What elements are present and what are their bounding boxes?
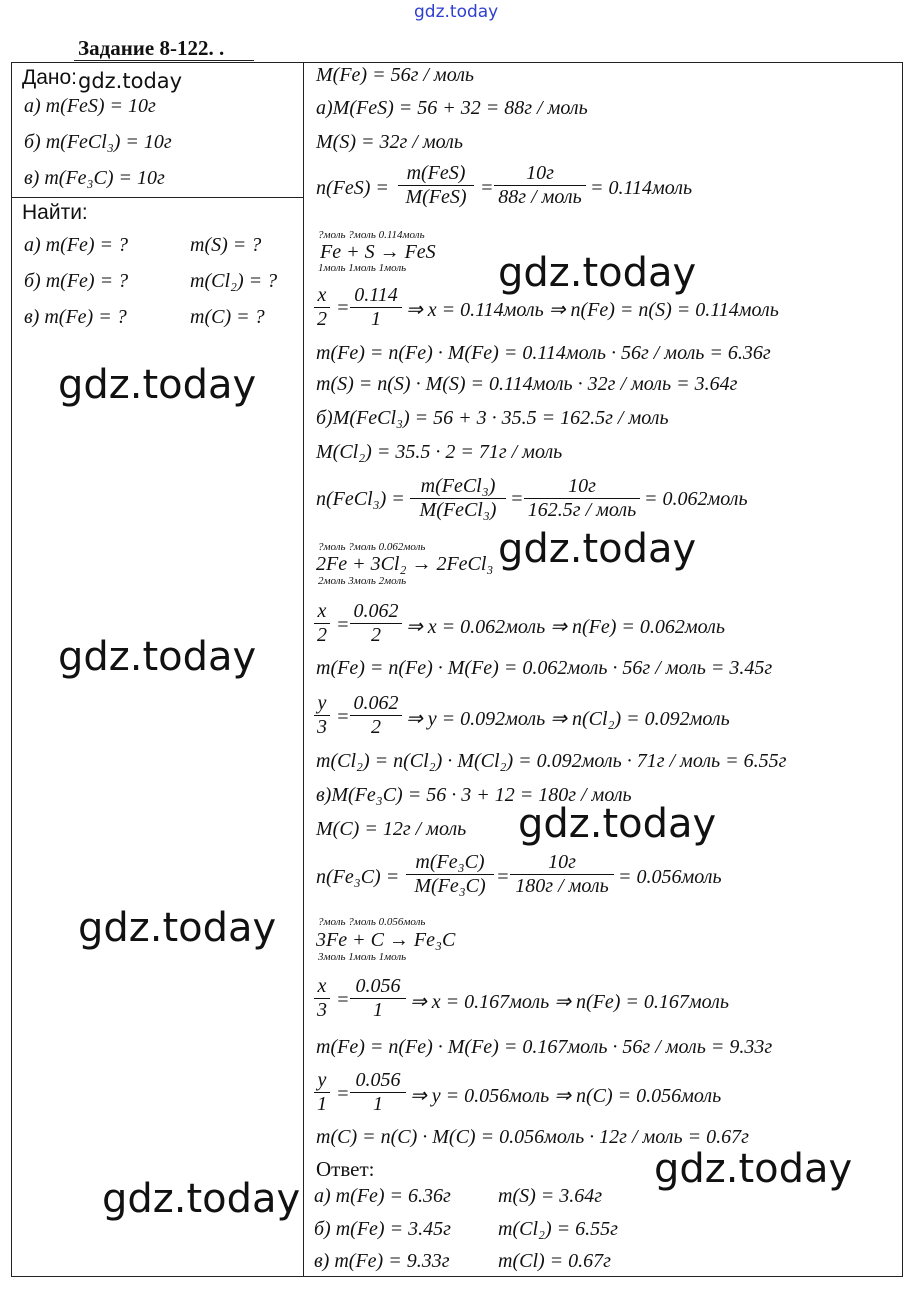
numerator: 10г	[526, 162, 554, 184]
find-item: б) m(Fe) = ?	[24, 270, 129, 292]
find-item: а) m(Fe) = ?	[24, 234, 129, 256]
equals: =	[336, 706, 350, 728]
reaction-coef: ?моль ?моль 0.056моль	[318, 916, 426, 928]
equals: =	[336, 989, 350, 1011]
solution-line: ⇒ x = 0.062моль ⇒ n(Fe) = 0.062моль	[406, 616, 725, 638]
denominator: 1	[350, 307, 402, 331]
solution-line: M(C) = 12г / моль	[316, 818, 467, 840]
answer-item: б) m(Fe) = 3.45г	[314, 1218, 451, 1240]
title-underline	[74, 60, 254, 61]
solution-line: а)M(FeS) = 56 + 32 = 88г / моль	[316, 97, 588, 119]
watermark: gdz.today	[58, 634, 257, 680]
fraction	[314, 600, 330, 647]
watermark: gdz.today	[498, 250, 697, 296]
numerator: m(Fe₃C)	[415, 851, 485, 873]
answer-item: m(Cl₂) = 6.55г	[498, 1218, 618, 1240]
given-item: а) m(FeS) = 10г	[24, 95, 156, 117]
equals: =	[336, 297, 350, 319]
numerator: m(FeS)	[406, 162, 466, 184]
fraction	[410, 475, 506, 522]
solution-line: m(Cl₂) = n(Cl₂) · M(Cl₂) = 0.092моль · 71г / моль = 6.55г	[316, 750, 787, 772]
fraction	[314, 975, 330, 1022]
reaction-coef: 1моль 1моль 1моль	[318, 262, 407, 274]
numerator: 10г	[548, 851, 576, 873]
solution-line: m(C) = n(C) · M(C) = 0.056моль · 12г / моль = 0.67г	[316, 1126, 749, 1148]
solution-line: m(Fe) = n(Fe) · M(Fe) = 0.114моль · 56г / моль = 6.36г	[316, 342, 771, 364]
solution-line: M(Fe) = 56г / моль	[316, 64, 475, 86]
given-watermark: gdz.today	[78, 69, 183, 93]
find-item: m(C) = ?	[190, 306, 265, 328]
reaction-equation: 2Fe + 3Cl₂ → 2FeCl₃	[316, 553, 494, 575]
fraction	[350, 284, 402, 331]
answer-item: m(Cl) = 0.67г	[498, 1250, 611, 1272]
denominator: 3	[314, 998, 330, 1022]
reaction-coef: 2моль 3моль 2моль	[318, 575, 407, 587]
answer-item: в) m(Fe) = 9.33г	[314, 1250, 450, 1272]
solution-line: ⇒ x = 0.167моль ⇒ n(Fe) = 0.167моль	[410, 991, 729, 1013]
fraction	[398, 162, 474, 209]
fraction	[494, 162, 586, 209]
fraction	[350, 1069, 406, 1116]
solution-line: M(Cl₂) = 35.5 · 2 = 71г / моль	[316, 441, 563, 463]
denominator: 2	[350, 623, 402, 647]
denominator: 2	[350, 715, 402, 739]
watermark: gdz.today	[498, 526, 697, 572]
solution-line: = 0.056моль	[618, 866, 722, 888]
denominator: 1	[350, 998, 406, 1022]
fraction	[510, 851, 614, 898]
find-label: Найти:	[22, 201, 88, 224]
find-item: в) m(Fe) = ?	[24, 306, 127, 328]
solution-line: m(Fe) = n(Fe) · M(Fe) = 0.167моль · 56г / моль = 9.33г	[316, 1036, 773, 1058]
equals: =	[510, 488, 524, 510]
fraction	[350, 600, 402, 647]
solution-line: M(S) = 32г / моль	[316, 131, 463, 153]
numerator: x	[317, 600, 327, 622]
given-label: Дано:	[22, 66, 78, 89]
answer-label: Ответ:	[316, 1157, 375, 1181]
fraction	[314, 284, 330, 331]
answer-item: а) m(Fe) = 6.36г	[314, 1185, 451, 1207]
solution-line: = 0.114моль	[590, 177, 693, 199]
numerator: y	[317, 1069, 327, 1091]
denominator: 1	[314, 1092, 330, 1116]
answer-item: m(S) = 3.64г	[498, 1185, 603, 1207]
solution-line: m(Fe) = n(Fe) · M(Fe) = 0.062моль · 56г / моль = 3.45г	[316, 657, 773, 679]
find-item: m(Cl₂) = ?	[190, 270, 278, 292]
numerator: 0.062	[353, 692, 399, 714]
watermark: gdz.today	[654, 1146, 853, 1192]
denominator: 3	[314, 715, 330, 739]
solution-line: = 0.062моль	[644, 488, 748, 510]
watermark: gdz.today	[518, 801, 717, 847]
equals: =	[480, 177, 494, 199]
fraction	[406, 851, 494, 898]
fraction	[350, 975, 406, 1022]
numerator: 0.062	[353, 600, 399, 622]
reaction-coef: 3моль 1моль 1моль	[318, 951, 407, 963]
given-find-divider	[11, 197, 304, 198]
denominator: M(Fe₃C)	[406, 874, 494, 898]
table-divider	[303, 62, 304, 1277]
reaction-coef: ?моль ?моль 0.114моль	[318, 229, 425, 241]
solution-line: ⇒ y = 0.056моль ⇒ n(C) = 0.056моль	[410, 1085, 722, 1107]
solution-line: ⇒ y = 0.092моль ⇒ n(Cl₂) = 0.092моль	[406, 708, 730, 730]
find-item: m(S) = ?	[190, 234, 262, 256]
equals: =	[336, 1083, 350, 1105]
site-logo[interactable]: gdz.today	[414, 2, 499, 22]
equals: =	[496, 866, 510, 888]
watermark: gdz.today	[58, 362, 257, 408]
numerator: 0.056	[355, 975, 401, 997]
numerator: 0.114	[354, 284, 398, 306]
numerator: x	[317, 284, 327, 306]
denominator: M(FeCl₃)	[410, 498, 506, 522]
reaction-equation: Fe + S → FeS	[320, 241, 436, 263]
watermark: gdz.today	[102, 1176, 301, 1222]
given-item: б) m(FeCl₃) = 10г	[24, 131, 172, 153]
given-item: в) m(Fe₃C) = 10г	[24, 167, 165, 189]
fraction	[524, 475, 640, 522]
task-title: Задание 8-122. .	[78, 36, 225, 60]
denominator: 88г / моль	[494, 185, 586, 209]
numerator: m(FeCl₃)	[420, 475, 496, 497]
fraction	[314, 692, 330, 739]
fraction	[350, 692, 402, 739]
reaction-coef: ?моль ?моль 0.062моль	[318, 541, 426, 553]
denominator: M(FeS)	[398, 185, 474, 209]
numerator: 10г	[568, 475, 596, 497]
solution-line: n(FeCl₃) =	[316, 488, 405, 510]
denominator: 180г / моль	[510, 874, 614, 898]
denominator: 162.5г / моль	[524, 498, 640, 522]
solution-line: n(Fe₃C) =	[316, 866, 400, 888]
numerator: 0.056	[355, 1069, 401, 1091]
reaction-equation: 3Fe + C → Fe₃C	[316, 929, 456, 951]
denominator: 1	[350, 1092, 406, 1116]
solution-line: ⇒ x = 0.114моль ⇒ n(Fe) = n(S) = 0.114моль	[406, 299, 779, 321]
denominator: 2	[314, 307, 330, 331]
solution-line: в)M(Fe₃C) = 56 · 3 + 12 = 180г / моль	[316, 784, 632, 806]
numerator: x	[317, 975, 327, 997]
solution-line: n(FeS) =	[316, 177, 389, 199]
solution-line: б)M(FeCl₃) = 56 + 3 · 35.5 = 162.5г / моль	[316, 407, 669, 429]
numerator: y	[317, 692, 327, 714]
equals: =	[336, 614, 350, 636]
fraction	[314, 1069, 330, 1116]
solution-line: m(S) = n(S) · M(S) = 0.114моль · 32г / моль = 3.64г	[316, 373, 738, 395]
watermark: gdz.today	[78, 905, 277, 951]
denominator: 2	[314, 623, 330, 647]
